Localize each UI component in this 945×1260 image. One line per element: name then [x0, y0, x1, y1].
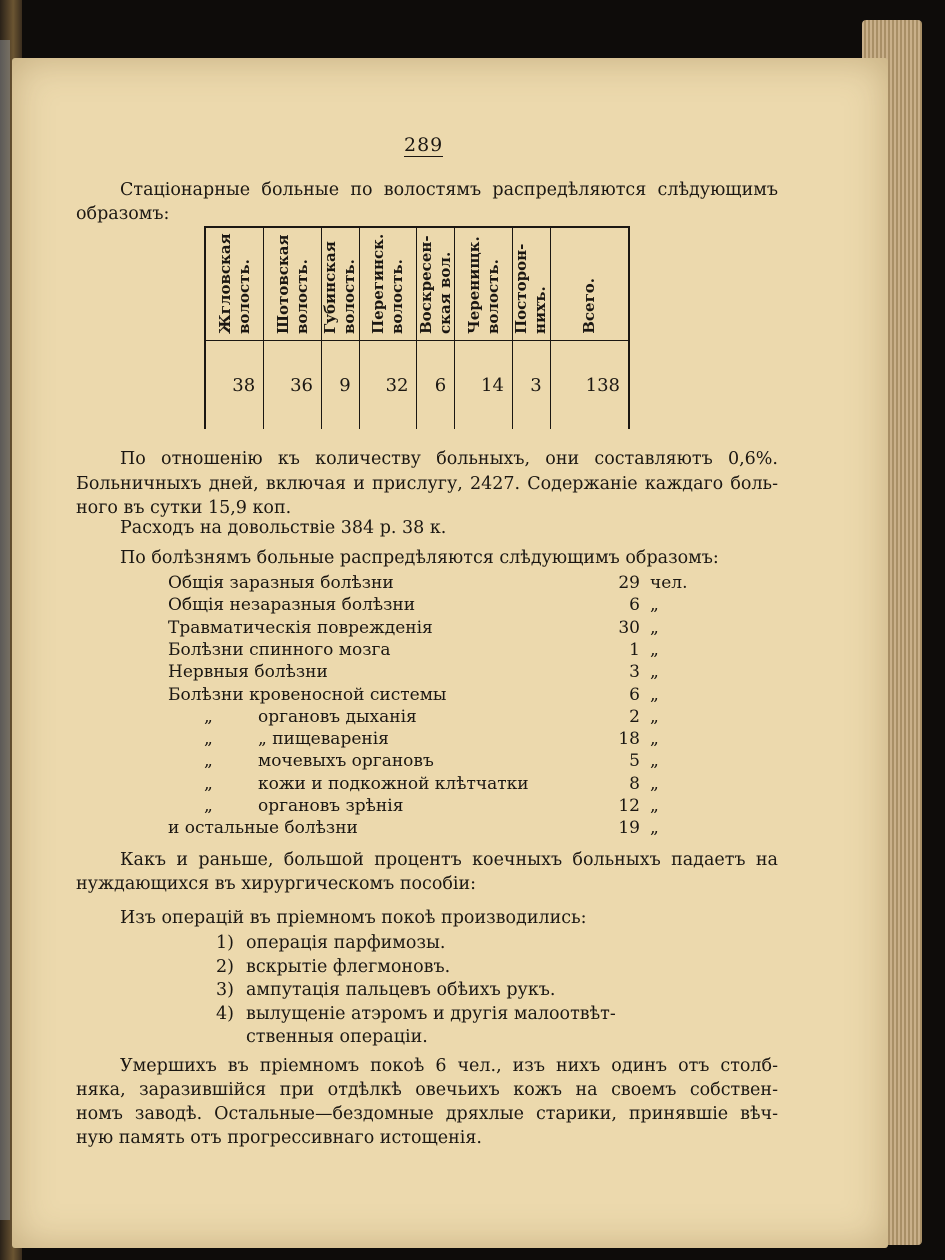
- disease-name: органовъ зрѣнія: [258, 796, 404, 816]
- disease-name: Болѣзни спинного мозга: [168, 639, 391, 660]
- operation-text: вскрытіе флегмоновъ.: [246, 956, 451, 977]
- operation-number: 4): [216, 1003, 234, 1024]
- disease-count: 18: [618, 729, 640, 750]
- volost-header: Шотовская волость.: [273, 234, 311, 334]
- volost-value: 9: [321, 341, 359, 430]
- disease-unit: „: [650, 617, 659, 638]
- para3-line-4: ную память отъ прогрессивнаго истощенія.: [76, 1128, 482, 1148]
- disease-unit: „: [650, 684, 659, 705]
- operation-text: ампутація пальцевъ обѣихъ рукъ.: [246, 980, 556, 1000]
- para1-line-3: ного въ сутки 15,9 коп.: [76, 498, 292, 518]
- para1-line-1: По отношенію къ количеству больныхъ, они составляютъ 0,6%.: [120, 449, 778, 469]
- volost-header: Всего.: [579, 278, 598, 334]
- volost-header: Перегинск. волость.: [369, 233, 407, 334]
- disease-count: 6: [629, 595, 640, 616]
- volost-value: 6: [417, 341, 455, 430]
- disease-unit: „: [650, 595, 659, 616]
- volost-value: 14: [455, 341, 513, 430]
- volost-header-cell: [417, 227, 455, 341]
- para2-line-2: нуждающихся въ хирургическомъ пособіи:: [76, 874, 477, 894]
- disease-unit: „: [650, 818, 659, 839]
- disease-unit: „: [650, 662, 659, 683]
- para3-line-3: номъ заводѣ. Остальные—бездомные дряхлые старики, принявшіе вѣч-: [76, 1104, 778, 1124]
- operation-text: ственныя операціи.: [246, 1027, 428, 1047]
- operations-intro: Изъ операцій въ пріемномъ покоѣ производились:: [120, 908, 587, 928]
- para3-line-1: Умершихъ въ пріемномъ покоѣ 6 чел., изъ нихъ одинъ отъ столб-: [120, 1056, 778, 1076]
- volost-value: 32: [359, 341, 417, 430]
- disease-name: и остальные болѣзни: [168, 818, 358, 839]
- disease-name: „ пищеваренія: [258, 729, 389, 750]
- para2-line-1: Какъ и раньше, большой процентъ коечныхъ больныхъ падаетъ на: [120, 850, 778, 870]
- volost-header-cell: [550, 227, 629, 341]
- disease-name: Болѣзни кровеносной системы: [168, 684, 447, 705]
- disease-count: 29: [618, 573, 640, 593]
- ditto-mark: „: [204, 796, 213, 816]
- disease-name: кожи и подкожной клѣтчатки: [258, 773, 529, 794]
- operation-number: 2): [216, 956, 234, 977]
- volost-value: 3: [512, 341, 550, 430]
- para1-line-2: Больничныхъ дней, включая и прислугу, 2427. Содержаніе каждаго боль-: [76, 474, 778, 494]
- disease-name: мочевыхъ органовъ: [258, 751, 434, 772]
- volost-table: [204, 226, 630, 429]
- disease-count: 19: [618, 818, 640, 839]
- disease-count: 3: [629, 662, 640, 683]
- intro-line-1: Стаціонарные больные по волостямъ распредѣляются слѣдующимъ: [120, 180, 778, 200]
- disease-unit: „: [650, 706, 659, 727]
- volost-header-cell: [359, 227, 417, 341]
- disease-name: Травматическія поврежденія: [168, 617, 433, 638]
- disease-intro: По болѣзнямъ больные распредѣляются слѣдующимъ образомъ:: [120, 548, 719, 568]
- volost-header: Воскресен-ская вол.: [416, 235, 454, 334]
- disease-unit: „: [650, 751, 659, 772]
- disease-count: 8: [629, 773, 640, 794]
- volost-header-cell: [512, 227, 550, 341]
- operation-number: 1): [216, 933, 234, 953]
- disease-name: Общія заразныя болѣзни: [168, 573, 394, 593]
- disease-count: 12: [618, 796, 640, 816]
- disease-unit: „: [650, 729, 659, 750]
- disease-unit: „: [650, 773, 659, 794]
- volost-value: 38: [205, 341, 264, 430]
- spine-binding-strip: [0, 40, 10, 1220]
- volost-header-cell: [455, 227, 513, 341]
- disease-name: Общія незаразныя болѣзни: [168, 595, 416, 616]
- page-number: 289: [404, 134, 444, 156]
- volost-header-cell: [205, 227, 264, 341]
- volost-value: 36: [264, 341, 322, 430]
- volost-value: 138: [550, 341, 629, 430]
- disease-name: органовъ дыханія: [258, 706, 417, 727]
- disease-count: 5: [629, 751, 640, 772]
- ditto-mark: „: [204, 773, 213, 794]
- disease-count: 2: [629, 706, 640, 727]
- disease-unit: „: [650, 639, 659, 660]
- para3-line-2: няка, заразившійся при отдѣлкѣ овечьихъ кожъ на своемъ собствен-: [76, 1080, 778, 1100]
- operation-number: 3): [216, 980, 234, 1000]
- operation-text: вылущеніе атэромъ и другія малоотвѣт-: [246, 1003, 616, 1024]
- volost-header: Губинская волость.: [321, 241, 359, 334]
- volost-header-cell: [264, 227, 322, 341]
- expense-line: Расходъ на довольствіе 384 р. 38 к.: [120, 518, 447, 538]
- intro-line-2: образомъ:: [76, 204, 170, 224]
- disease-count: 6: [629, 684, 640, 705]
- disease-unit: „: [650, 796, 659, 816]
- ditto-mark: „: [204, 706, 213, 727]
- disease-count: 30: [618, 617, 640, 638]
- volost-header-cell: [321, 227, 359, 341]
- disease-count: 1: [629, 639, 640, 660]
- volost-header: Жгловская волость.: [215, 233, 253, 334]
- ditto-mark: „: [204, 751, 213, 772]
- disease-name: Нервныя болѣзни: [168, 662, 328, 683]
- volost-header: Посторон-нихъ.: [512, 243, 550, 334]
- ditto-mark: „: [204, 729, 213, 750]
- disease-unit: чел.: [650, 573, 688, 593]
- operation-text: операція парфимозы.: [246, 933, 446, 953]
- volost-header: Черенищк. волость.: [464, 236, 502, 334]
